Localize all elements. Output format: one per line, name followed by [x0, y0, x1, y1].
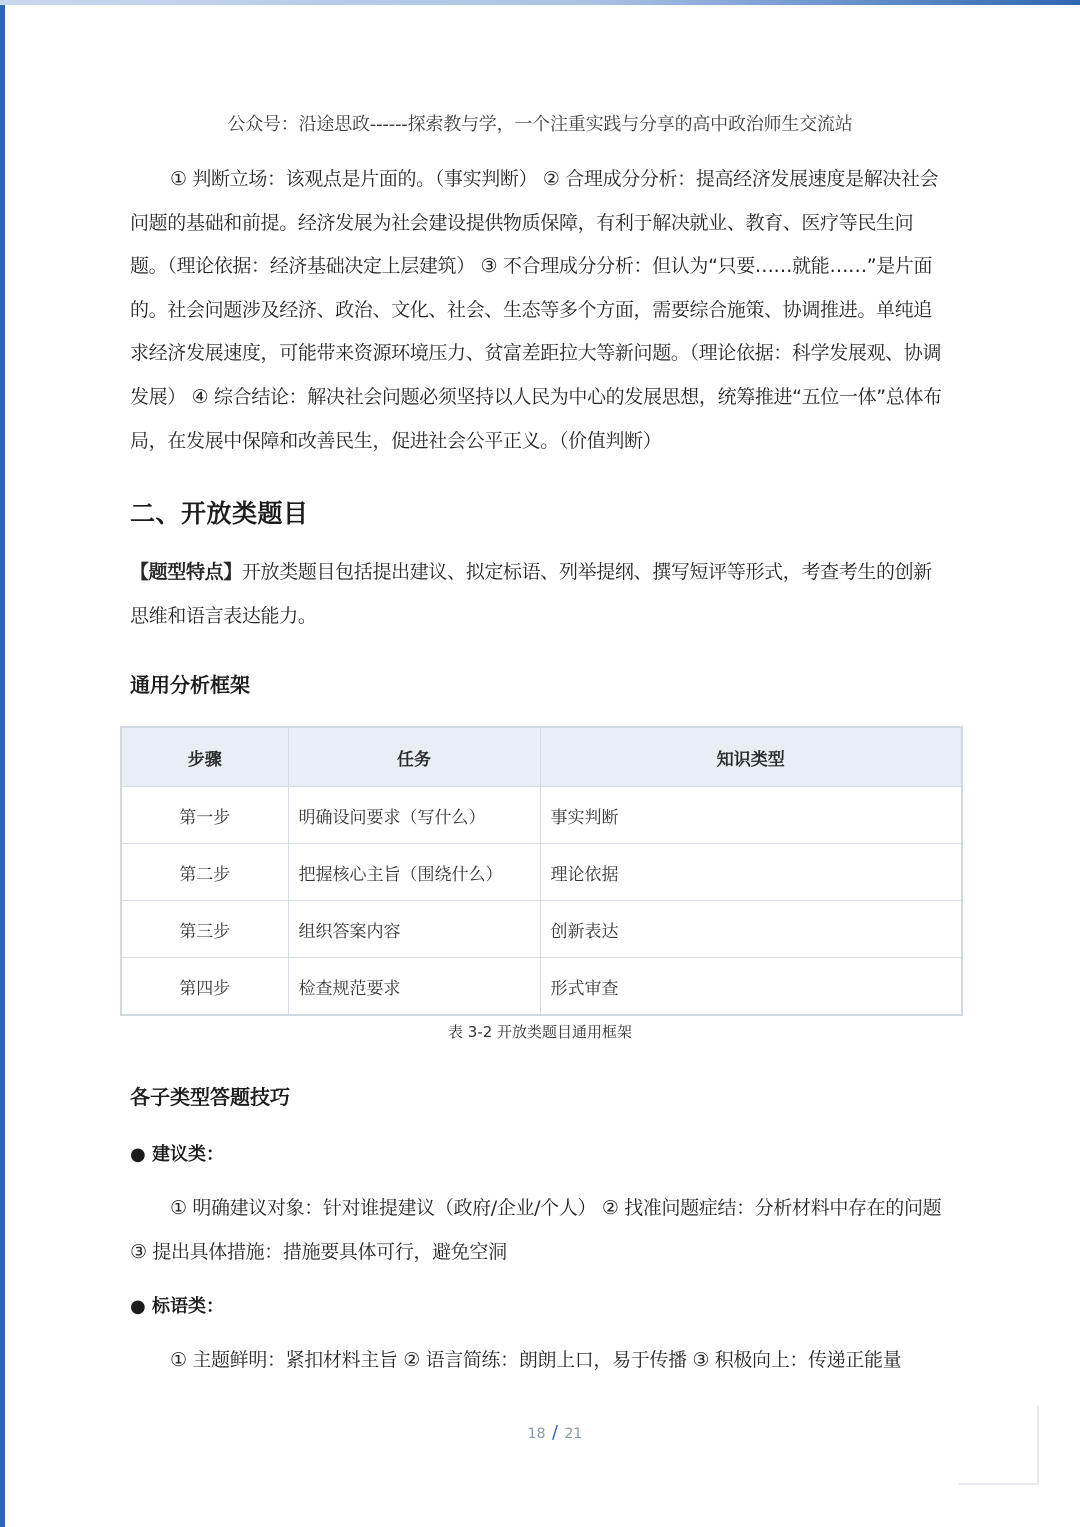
- analysis-paragraph: [130, 158, 950, 463]
- table-cell-task: 把握核心主旨（围绕什么）: [288, 844, 540, 901]
- table-row: [121, 787, 962, 844]
- feature-paragraph: [130, 551, 950, 638]
- slogan-label: ● 标语类：: [130, 1296, 224, 1317]
- framework-title: 通用分析框架: [130, 673, 250, 697]
- page-top-accent-bar: [0, 0, 1080, 5]
- table-header-cell: 任务: [288, 727, 540, 787]
- page-total: 21: [564, 1426, 583, 1442]
- page-header: 公众号：沿途思政------探索教与学，一个注重实践与分享的高中政治师生交流站: [227, 114, 853, 135]
- table-cell-step: 第一步: [121, 787, 288, 844]
- page-corner-mark: [958, 1483, 1039, 1485]
- page-number: [0, 1422, 1080, 1445]
- table-header-row: [121, 727, 962, 787]
- table-cell-step: 第四步: [121, 958, 288, 1016]
- suggestion-paragraph: [130, 1187, 950, 1274]
- page-corner-mark: [1037, 1405, 1039, 1485]
- table-cell-step: 第三步: [121, 901, 288, 958]
- table-cell-knowledge-type: 理论依据: [540, 844, 962, 901]
- analysis-paragraph-text: ① 判断立场：该观点是片面的。（事实判断） ② 合理成分分析：提高经济发展速度是解决社会问题的基础和前提。经济发展为社会建设提供物质保障，有利于解决就业、教育、医疗等民生问题。（理论依据：经济基础决定上层建筑） ③ 不合理成分分析：但认为“只要……就能……”是片面的。社会问题涉及经济、政治、文化、社会、生态等多个方面，需要综合施策、协调推进。单纯追求经济发展速度，可能带来资源环境压力、贫富差距拉大等新问题。（理论依据：科学发展观、协调发展） ④ 综合结论：解决社会问题必须坚持以人民为中心的发展思想，统筹推进“五位一体”总体布局，在发展中保障和改善民生，促进社会公平正义。（价值判断）: [130, 168, 942, 452]
- slogan-paragraph: [130, 1339, 950, 1383]
- table-cell-knowledge-type: 创新表达: [540, 901, 962, 958]
- section-title: 二、开放类题目: [130, 499, 309, 528]
- suggestion-label: ● 建议类：: [130, 1144, 224, 1165]
- table-header-cell: 步骤: [121, 727, 288, 787]
- page-current: 18: [527, 1426, 546, 1442]
- table-cell-task: 检查规范要求: [288, 958, 540, 1016]
- subtypes-title: 各子类型答题技巧: [130, 1085, 290, 1109]
- table-row: [121, 901, 962, 958]
- suggestion-text: ① 明确建议对象：针对谁提建议（政府/企业/个人） ② 找准问题症结：分析材料中存在的问题 ③ 提出具体措施：措施要具体可行，避免空洞: [130, 1197, 942, 1263]
- framework-table: [120, 726, 963, 1016]
- feature-label: 【题型特点】: [130, 561, 242, 583]
- table-row: [121, 958, 962, 1016]
- page-separator: /: [551, 1422, 559, 1443]
- table-cell-task: 组织答案内容: [288, 901, 540, 958]
- table-cell-step: 第二步: [121, 844, 288, 901]
- table-cell-knowledge-type: 形式审查: [540, 958, 962, 1016]
- table-header-cell: 知识类型: [540, 727, 962, 787]
- table-caption: 表 3-2 开放类题目通用框架: [447, 1023, 633, 1041]
- table-row: [121, 844, 962, 901]
- table-cell-knowledge-type: 事实判断: [540, 787, 962, 844]
- page-left-accent-bar: [0, 0, 5, 1527]
- table-cell-task: 明确设问要求（写什么）: [288, 787, 540, 844]
- feature-text: 开放类题目包括提出建议、拟定标语、列举提纲、撰写短评等形式，考查考生的创新思维和语言表达能力。: [130, 561, 932, 627]
- slogan-text: ① 主题鲜明：紧扣材料主旨 ② 语言简练：朗朗上口，易于传播 ③ 积极向上：传递正能量: [170, 1349, 902, 1371]
